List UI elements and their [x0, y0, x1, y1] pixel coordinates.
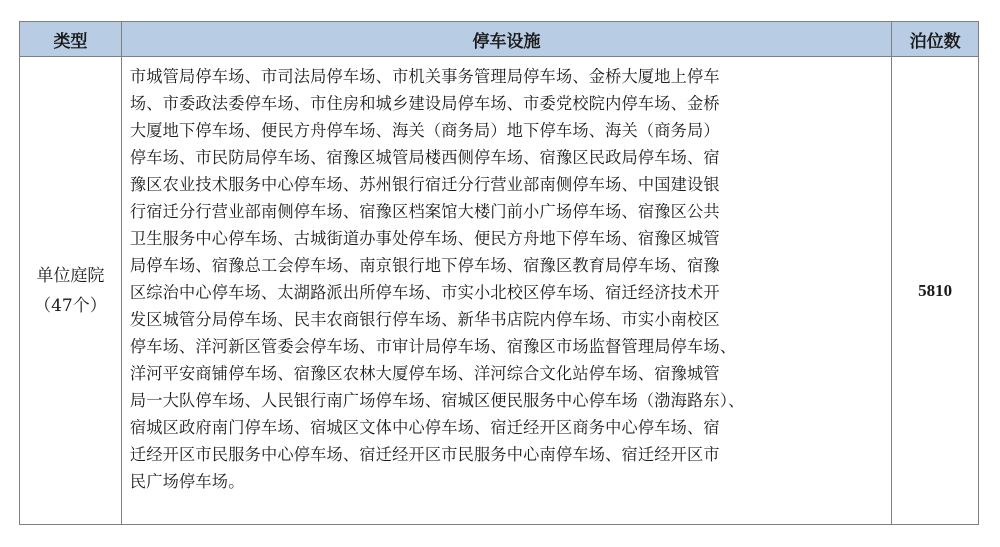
facilities-line: 局停车场、宿豫总工会停车场、南京银行地下停车场、宿豫区教育局停车场、宿豫	[129, 256, 720, 275]
facilities-line: 发区城管分局停车场、民丰农商银行停车场、新华书店院内停车场、市实小南校区	[129, 310, 720, 329]
facilities-line: 行宿迁分行营业部南侧停车场、宿豫区档案馆大楼门前小广场停车场、宿豫区公共	[129, 202, 720, 221]
header-spaces: 泊位数	[892, 22, 979, 57]
spaces-cell: 5810	[892, 57, 979, 525]
facilities-line: 场、市委政法委停车场、市住房和城乡建设局停车场、市委党校院内停车场、金桥	[129, 94, 720, 113]
type-label: 单位庭院	[36, 265, 105, 286]
facilities-line: 停车场、洋河新区管委会停车场、市审计局停车场、宿豫区市场监督管理局停车场、	[129, 337, 737, 356]
facilities-cell	[121, 57, 891, 525]
facilities-line: 豫区农业技术服务中心停车场、苏州银行宿迁分行营业部南侧停车场、中国建设银	[129, 175, 720, 194]
facilities-line: 停车场、市民防局停车场、宿豫区城管局楼西侧停车场、宿豫区民政局停车场、宿	[129, 148, 720, 167]
facilities-line: 大厦地下停车场、便民方舟停车场、海关（商务局）地下停车场、海关（商务局）	[129, 121, 720, 140]
facilities-line: 卫生服务中心停车场、古城街道办事处停车场、便民方舟地下停车场、宿豫区城管	[129, 229, 720, 248]
facilities-line: 区综治中心停车场、太湖路派出所停车场、市实小北校区停车场、宿迁经济技术开	[129, 283, 720, 302]
table-header-row	[20, 22, 979, 57]
facilities-line: 局一大队停车场、人民银行南广场停车场、宿城区便民服务中心停车场（渤海路东）、	[129, 391, 745, 410]
type-count: （47个）	[34, 295, 107, 316]
header-facilities: 停车设施	[121, 22, 891, 57]
header-type: 类型	[20, 22, 122, 57]
facilities-line: 迁经开区市民服务中心停车场、宿迁经开区市民服务中心南停车场、宿迁经开区市	[129, 445, 720, 464]
facilities-line: 宿城区政府南门停车场、宿城区文体中心停车场、宿迁经开区商务中心停车场、宿	[129, 418, 720, 437]
parking-table	[19, 21, 979, 525]
facilities-line: 民广场停车场。	[129, 472, 245, 491]
facilities-line: 洋河平安商铺停车场、宿豫区农林大厦停车场、洋河综合文化站停车场、宿豫城管	[129, 364, 720, 383]
facilities-line: 市城管局停车场、市司法局停车场、市机关事务管理局停车场、金桥大厦地上停车	[129, 67, 720, 86]
type-cell	[20, 57, 122, 525]
table-row	[20, 57, 979, 525]
